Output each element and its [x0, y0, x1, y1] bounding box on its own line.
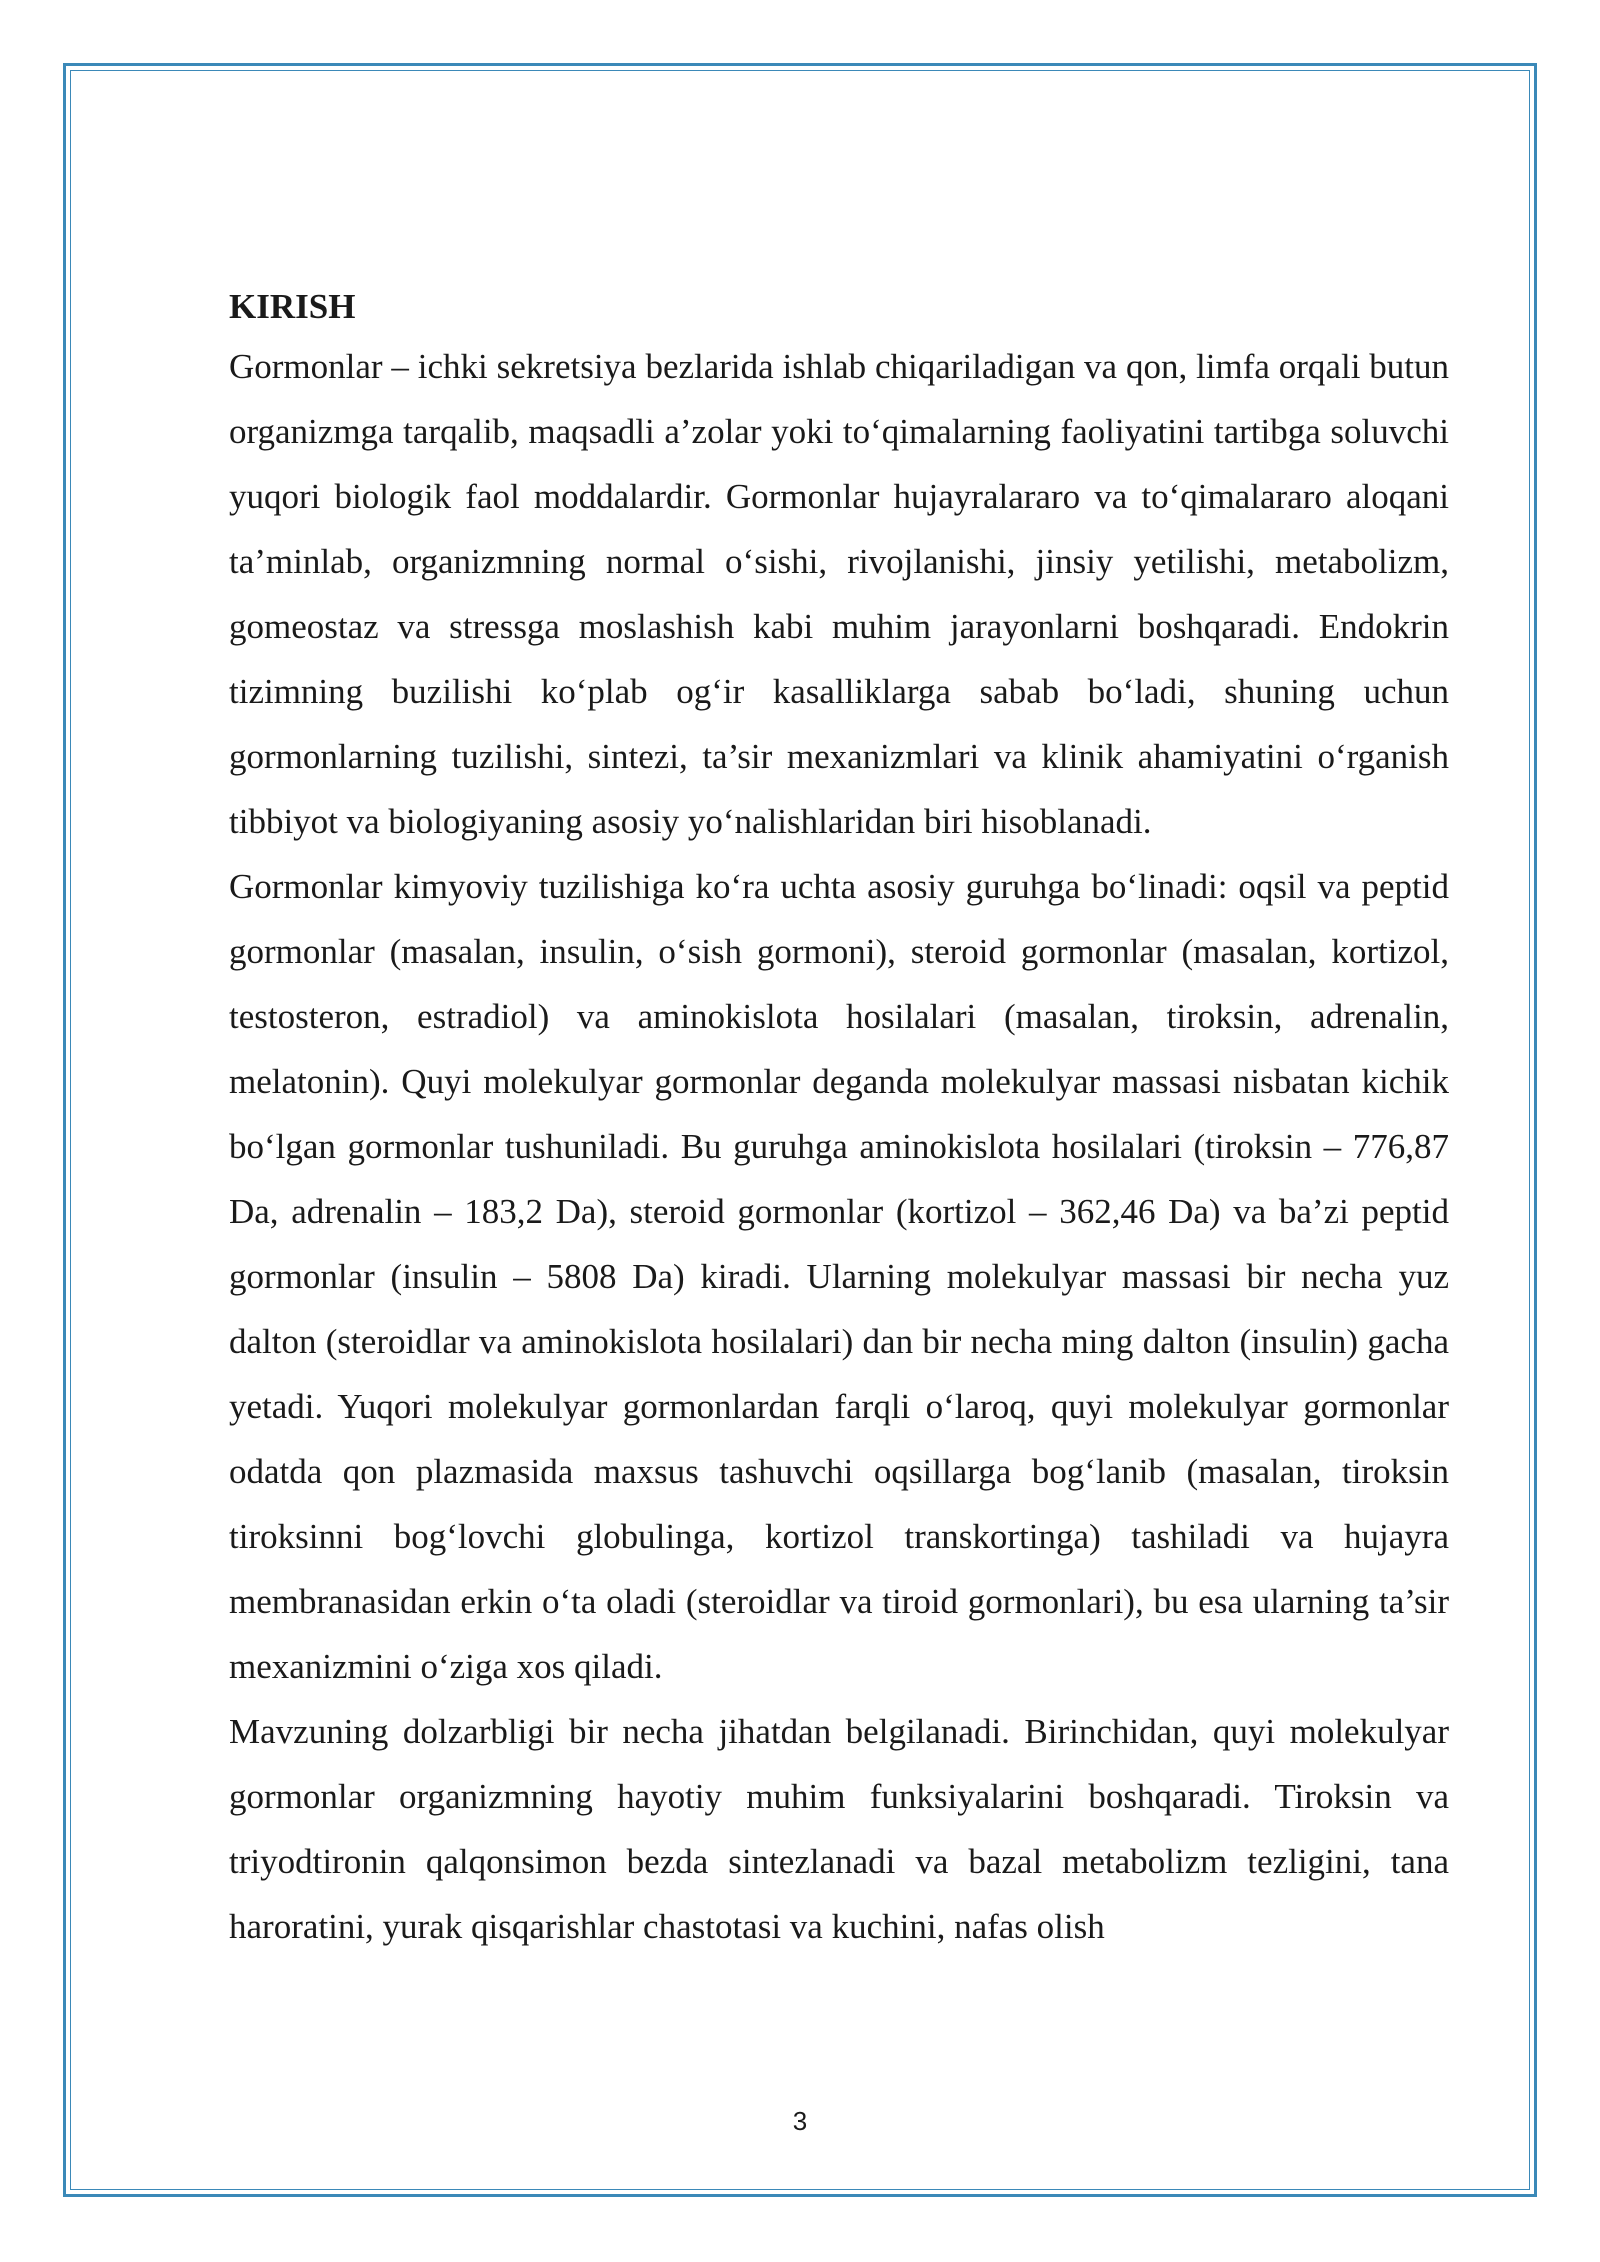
paragraph-relevance: Mavzuning dolzarbligi bir necha jihatdan belgilanadi. Birinchidan, quyi molekulyar gormonlar organizmning hayotiy muhim funksiyalarini boshqaradi. Tiroksin va triyodtironin qalqonsimon bezda sintezlanadi va bazal metabolizm tezligini, tana haroratini, yurak qisqarishlar chastotasi va kuchini, nafas olish: [229, 1712, 1449, 1946]
paragraph-classification: Gormonlar kimyoviy tuzilishiga ko‘ra uchta asosiy guruhga bo‘linadi: oqsil va peptid gormonlar (masalan, insulin, o‘sish gormoni), steroid gormonlar (masalan, kortizol, testosteron, estradiol) va aminokislota hosilalari (masalan, tiroksin, adrenalin, melatonin). Quyi molekulyar gormonlar deganda molekulyar massasi nisbatan kichik bo‘lgan gormonlar tushuniladi. Bu guruhga aminokislota hosilalari (tiroksin – 776,87 Da, adrenalin – 183,2 Da), steroid gormonlar (kortizol – 362,46 Da) va ba’zi peptid gormonlar (insulin – 5808 Da) kiradi. Ularning molekulyar massasi bir necha yuz dalton (steroidlar va aminokislota hosilalari) dan bir necha ming dalton (insulin) gacha yetadi. Yuqori molekulyar gormonlardan farqli o‘laroq, quyi molekulyar gormonlar odatda qon plazmasida maxsus tashuvchi oqsillarga bog‘lanib (masalan, tiroksin tiroksinni bog‘lovchi globulinga, kortizol transkortinga) tashiladi va hujayra membranasidan erkin o‘ta oladi (steroidlar va tiroid gormonlari), bu esa ularning ta’sir mexanizmini o‘ziga xos qiladi.: [229, 867, 1449, 1686]
document-body: [229, 280, 1449, 1959]
paragraph-intro: Gormonlar – ichki sekretsiya bezlarida ishlab chiqariladigan va qon, limfa orqali butun organizmga tarqalib, maqsadli a’zolar yoki to‘qimalarning faoliyatini tartibga soluvchi yuqori biologik faol moddalardir. Gormonlar hujayralararo va to‘qimalararo aloqani ta’minlab, organizmning normal o‘sishi, rivojlanishi, jinsiy yetilishi, metabolizm, gomeostaz va stressga moslashish kabi muhim jarayonlarni boshqaradi. Endokrin tizimning buzilishi ko‘plab og‘ir kasalliklarga sabab bo‘ladi, shuning uchun gormonlarning tuzilishi, sintezi, ta’sir mexanizmlari va klinik ahamiyatini o‘rganish tibbiyot va biologiyaning asosiy yo‘nalishlaridan biri hisoblanadi.: [229, 347, 1449, 841]
section-heading: KIRISH: [229, 287, 356, 326]
page-number: 3: [792, 2106, 808, 2136]
